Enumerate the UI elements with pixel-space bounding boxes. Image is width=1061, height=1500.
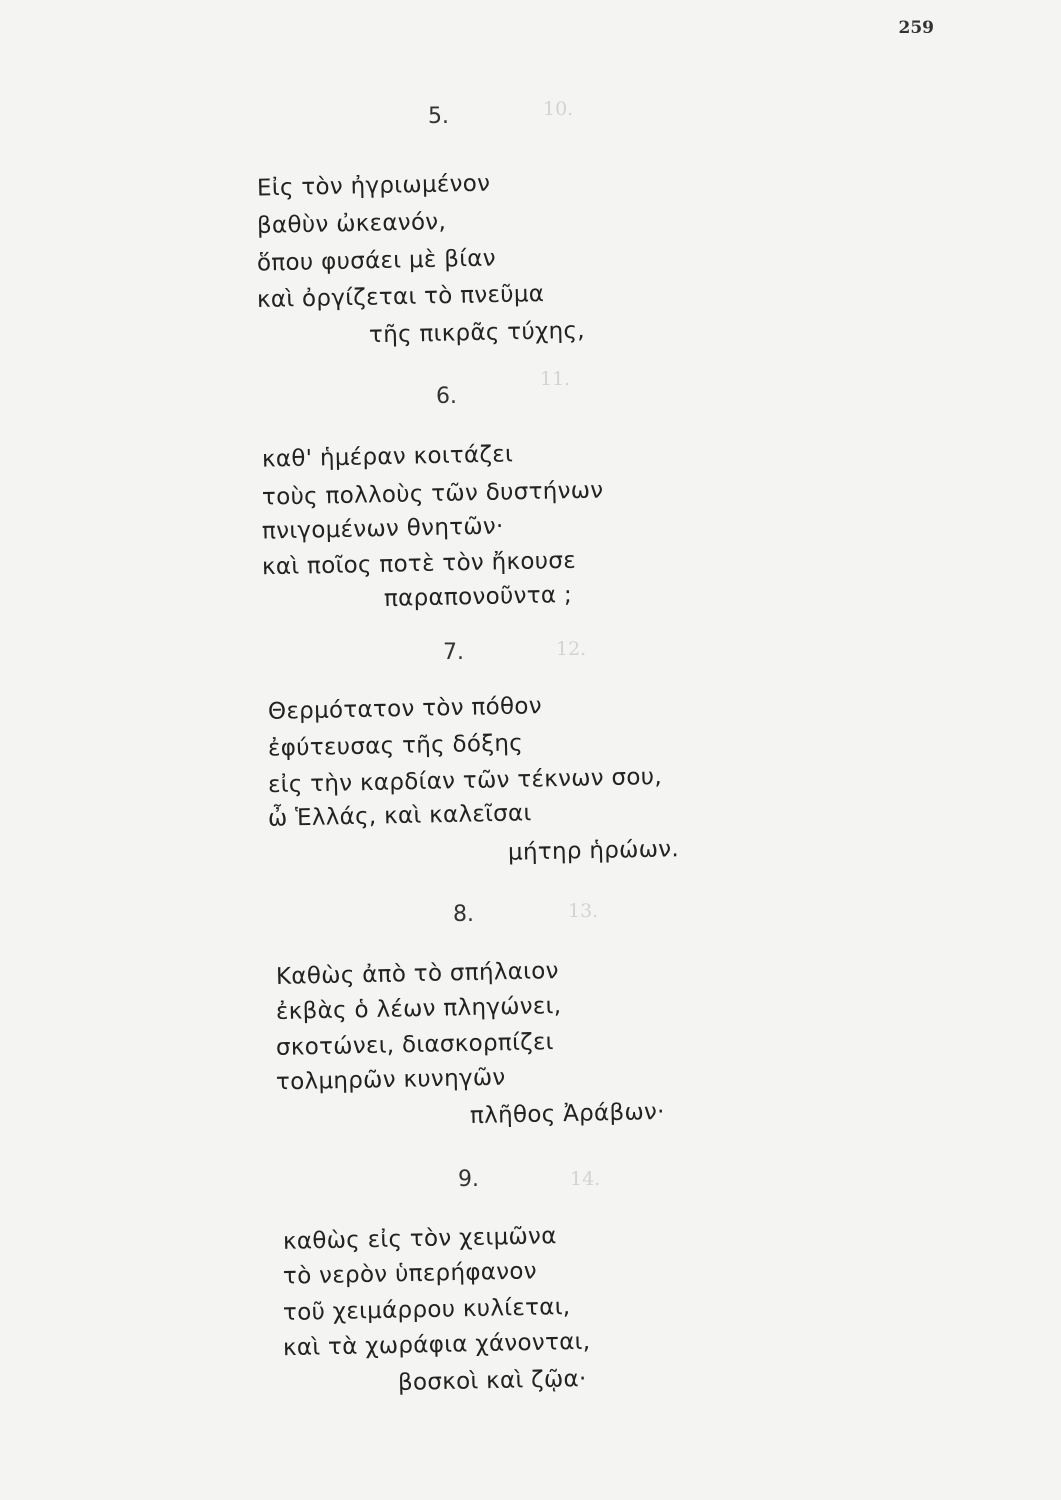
show-through-number: 13.	[568, 900, 599, 922]
verse-line: βαθὺν ὠκεανόν,	[256, 209, 447, 239]
verse-line: καὶ τὰ χωράφια χάνονται,	[282, 1328, 591, 1362]
stanza-number: 8.	[453, 902, 474, 927]
verse-line: μήτηρ ἡρώων.	[507, 836, 680, 866]
verse-line: τῆς πικρᾶς τύχης,	[368, 317, 586, 349]
show-through-number: 12.	[556, 638, 587, 660]
verse-line: Θερμότατον τὸν πόθον	[267, 693, 543, 725]
verse-line: τολμηρῶν κυνηγῶν	[275, 1064, 506, 1096]
verse-line: σκοτώνει, διασκορπίζει	[275, 1029, 555, 1061]
verse-line: ὦ Ἑλλάς, καὶ καλεῖσαι	[267, 800, 532, 832]
stanza-number: 5.	[428, 104, 449, 129]
stanza-number: 9.	[458, 1167, 479, 1192]
verse-line: βοσκοὶ καὶ ζῷα·	[397, 1366, 587, 1396]
stanza-number: 6.	[436, 384, 457, 409]
verse-line: καθ' ἡμέραν κοιτάζει	[261, 441, 514, 473]
page-number: 259	[898, 18, 934, 38]
verse-line: καὶ ὀργίζεται τὸ πνεῦμα	[256, 280, 545, 314]
verse-line: τοῦ χειμάρρου κυλίεται,	[282, 1293, 571, 1327]
verse-line: καὶ ποῖος ποτὲ τὸν ἤκουσε	[261, 547, 577, 581]
verse-line: τοὺς πολλοὺς τῶν δυστήνων	[261, 477, 604, 511]
verse-line: ἐφύτευσας τῆς δόξης	[267, 730, 524, 762]
show-through-number: 14.	[570, 1168, 601, 1190]
show-through-number: 11.	[540, 368, 571, 390]
verse-line: Εἰς τὸν ἠγριωμένον	[256, 170, 491, 202]
verse-line: ἐκβὰς ὁ λέων πληγώνει,	[275, 993, 562, 1025]
verse-line: πλῆθος Ἀράβων·	[469, 1098, 666, 1130]
verse-line: εἰς τὴν καρδίαν τῶν τέκνων σου,	[267, 763, 663, 799]
verse-line: παραπονοῦντα ;	[383, 582, 573, 612]
verse-line: καθὼς εἰς τὸν χειμῶνα	[282, 1223, 557, 1255]
verse-line: Καθὼς ἀπὸ τὸ σπήλαιον	[275, 958, 560, 990]
verse-line: ὅπου φυσάει μὲ βίαν	[256, 245, 497, 277]
verse-line: τὸ νερὸν ὑπερήφανον	[282, 1258, 538, 1290]
verse-line: πνιγομένων θνητῶν·	[261, 513, 504, 545]
show-through-number: 10.	[543, 98, 574, 120]
stanza-number: 7.	[443, 640, 464, 665]
